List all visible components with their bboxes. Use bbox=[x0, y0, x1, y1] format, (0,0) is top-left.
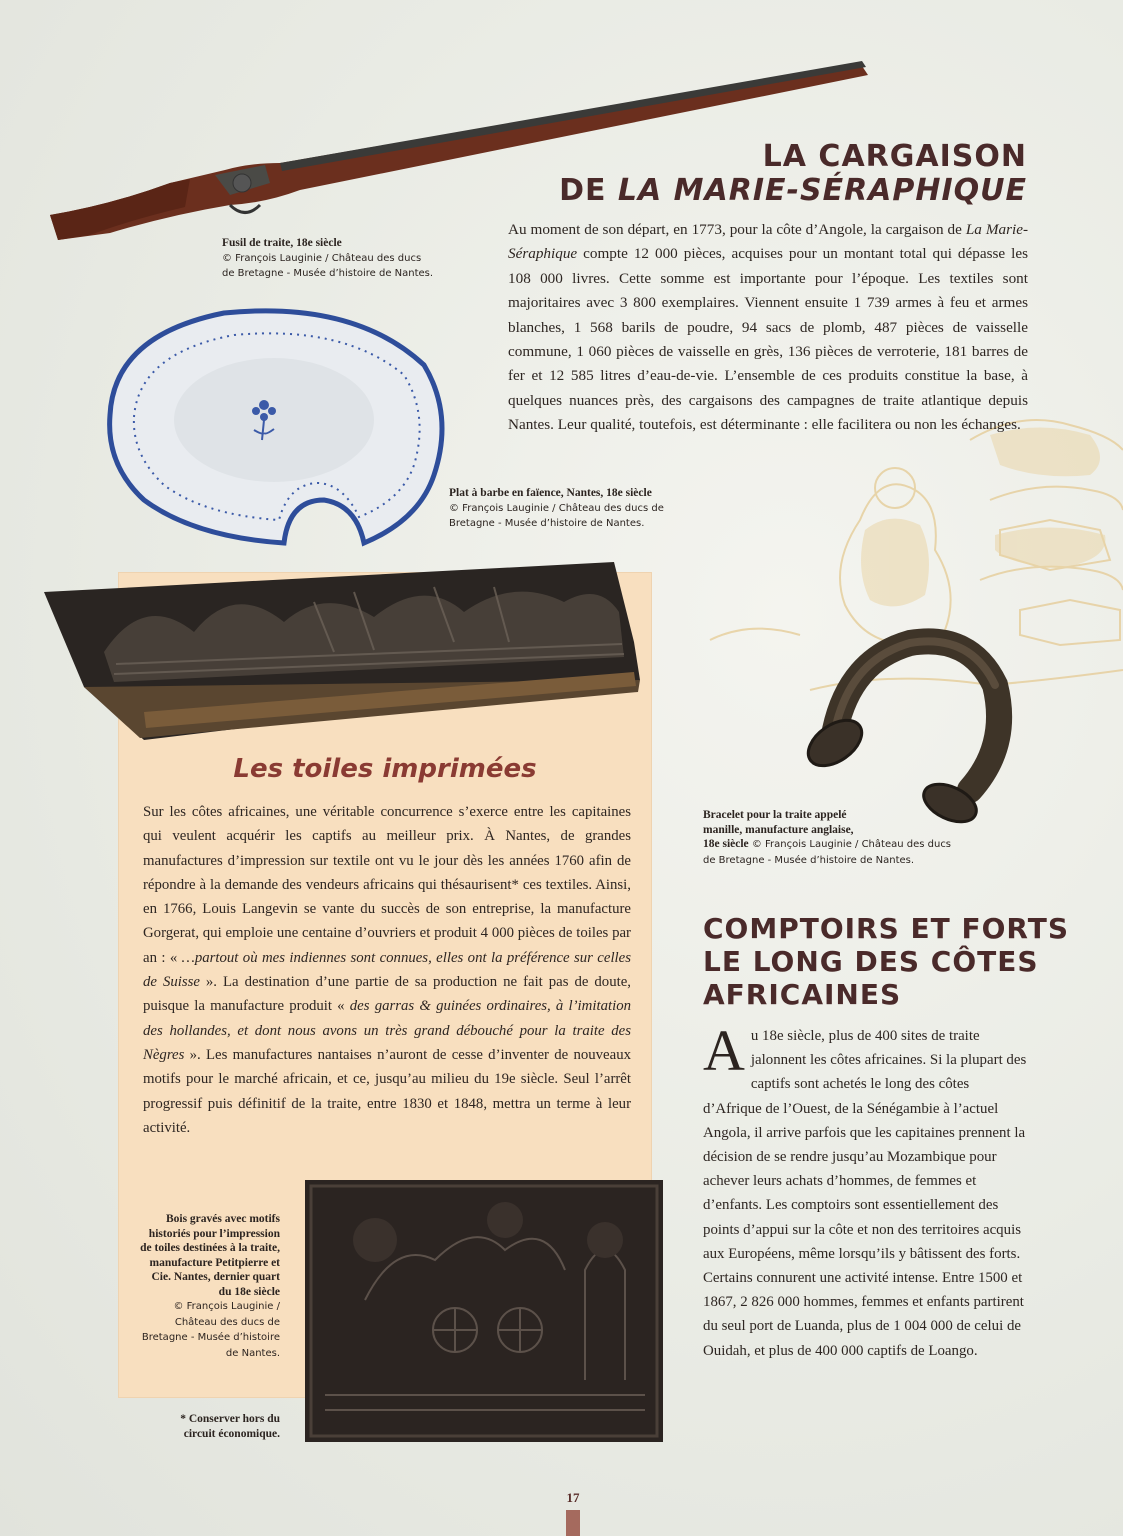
cargaison-text bbox=[508, 218, 1028, 438]
page-number: 17 bbox=[566, 1490, 580, 1505]
bracelet-caption-credit-1: © François Lauginie / Château des ducs bbox=[748, 839, 952, 850]
comptoirs-dropcap: A bbox=[703, 1018, 745, 1083]
musket-caption-title: Fusil de traite, 18e siècle bbox=[222, 237, 342, 249]
cargaison-text-2: compte 12 000 pièces, acquises pour un montant total qui dépasse les 108 000 livres. Cette somme est importante pour l’époque. Les textiles sont majoritaires avec 3 800 exemplaires. Viennent ensuite 1 739 armes à feu et armes blanches, 1 568 barils de poudre, 94 sacs de plomb, 487 pièces de vaisselle commune, 1 060 pièces de vaisselle en grès, 136 pièces de verroterie, 181 barres de fer et 12 585 litres d’eau-de-vie. L’ensemble de ces produits constitue la base, à quelques nuances près, des cargaisons des campagnes de traite atlantique depuis Nantes. Leur qualité, toutefois, est déterminante : elle facilitera ou non les échanges. bbox=[508, 245, 1028, 434]
woodblock-caption bbox=[140, 1212, 280, 1361]
toiles-quote-1: …partout où mes indiennes sont connues, elles ont la préférence sur celles de Suisse bbox=[143, 949, 631, 991]
comptoirs-title-2: LE LONG DES CÔTES bbox=[703, 945, 1039, 978]
comptoirs-title-3: AFRICAINES bbox=[703, 978, 902, 1011]
musket-caption-credit-1: © François Lauginie / Château des ducs bbox=[222, 252, 422, 264]
bracelet-caption-credit-2: de Bretagne - Musée d’histoire de Nantes. bbox=[703, 854, 915, 866]
plate-caption bbox=[449, 486, 664, 532]
musket-caption bbox=[222, 236, 433, 282]
engraved-woodblock-image bbox=[305, 1180, 663, 1442]
toiles-text-3: ». Les manufactures nantaises n’auront de cesse d’inventer de nouveaux motifs pour le marché africain, et ce, jusqu’au milieu du 19e siècle. Seul l’arrêt progressif puis définitif de la traite, entre 1830 et 1848, mettra un terme à leur activité. bbox=[143, 1046, 631, 1136]
bracelet-caption-title-2: manille, manufacture anglaise, bbox=[703, 823, 854, 836]
cargaison-title bbox=[559, 140, 1027, 208]
barber-plate-image bbox=[104, 305, 450, 550]
cargaison-title-ship: LA MARIE-SÉRAPHIQUE bbox=[617, 173, 1027, 208]
toiles-title: Les toiles imprimées bbox=[233, 754, 537, 784]
footnote: * Conserver hors du circuit économique. bbox=[180, 1413, 280, 1440]
woodblock-caption-credit: © François Lauginie / Château des ducs de Bretagne - Musée d’histoire de Nantes. bbox=[141, 1301, 280, 1359]
cargaison-title-prefix: DE bbox=[559, 173, 618, 208]
comptoirs-body: u 18e siècle, plus de 400 sites de traite jalonnent les côtes africaines. Si la plupart des captifs sont achetés le long des côtes d’Afrique de l’Ouest, de la Sénégambie à l’actuel Angola, il arrive parfois que les capitaines prennent la décision de se rendre jusqu’au Mozambique pour achever leurs achats d’hommes, de femmes et d’enfants. Les comptoirs sont essentiellement des points d’appui sur la côte et non des territoires acquis aux Européens, même lorsqu’ils y bâtissent des forts. Certains connurent une activité intense. Entre 1500 et 1867, 2 826 000 hommes, femmes et enfants partirent du seul port de Luanda, plus de 1 004 000 de celui de Ouidah, et plus de 400 000 captifs de Loango. bbox=[703, 1028, 1027, 1359]
comptoirs-title bbox=[703, 912, 1069, 1011]
comptoirs-title-1: COMPTOIRS ET FORTS bbox=[703, 912, 1070, 945]
plate-caption-title: Plat à barbe en faïence, Nantes, 18e siècle bbox=[449, 487, 652, 499]
cargaison-title-line1: LA CARGAISON bbox=[762, 139, 1027, 174]
manilla-bracelet-image bbox=[795, 625, 1010, 825]
cargaison-text-ship: La Marie-Séraphique bbox=[508, 221, 1028, 263]
toiles-quote-2: des garras & guinées ordinaires, à l’imitation des hollandes, et dont nous avons un très grand débouché pour la traite des Nègres bbox=[143, 998, 631, 1063]
toiles-text bbox=[143, 800, 631, 1140]
comptoirs-text bbox=[703, 1018, 1029, 1363]
plate-caption-credit-1: © François Lauginie / Château des ducs de bbox=[449, 502, 664, 514]
bracelet-caption bbox=[703, 808, 951, 868]
page-tab bbox=[566, 1510, 580, 1536]
cargaison-text-1: Au moment de son départ, en 1773, pour la côte d’Angole, la cargaison de bbox=[508, 221, 966, 238]
toiles-text-2: ». La destination d’une partie de sa production ne fait pas de doute, puisque la manufacture produit « bbox=[143, 974, 631, 1015]
musket-caption-credit-2: de Bretagne - Musée d’histoire de Nantes. bbox=[222, 268, 434, 279]
plate-caption-credit-2: Bretagne - Musée d’histoire de Nantes. bbox=[449, 518, 645, 529]
toiles-text-1: Sur les côtes africaines, une véritable concurrence s’exerce entre les capitaines qui veulent acquérir les captifs au meilleur prix. À Nantes, de grandes manufactures d’impression sur textile ont vu le jour dès les années 1760 afin de répondre à la demande des vendeurs africains qui thésaurisent* ces textiles. Ainsi, en 1766, Louis Langevin se vante du succès de son entreprise, la manufacture Gorgerat, qui emploie une centaine d’ouvriers et produit 4 000 pièces de toiles par an : « bbox=[143, 804, 631, 966]
bracelet-caption-title-1: Bracelet pour la traite appelé bbox=[703, 809, 847, 821]
bracelet-caption-title-3: 18e siècle bbox=[703, 838, 749, 850]
woodblock-image bbox=[44, 562, 644, 742]
woodblock-caption-title: Bois gravés avec motifs historiés pour l’impression de toiles destinées à la traite, manufacture Petitpierre et Cie. Nantes, dernier quart du 18e siècle bbox=[140, 1213, 280, 1298]
